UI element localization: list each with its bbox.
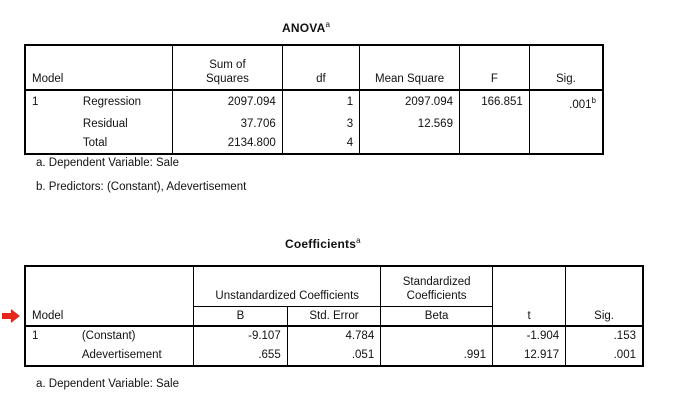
table-row: Adevertisement .655 .051 .991 12.917 .001 [25, 346, 643, 366]
coefficients-note-a: a. Dependent Variable: Sale [36, 378, 179, 390]
anova-table [24, 44, 604, 155]
anova-header-sig: Sig. [529, 45, 603, 90]
anova-title-sup: a [325, 20, 331, 29]
coefficients-header-t: t [493, 266, 566, 326]
coefficients-header-b: B [194, 307, 288, 327]
table-row: Total 2134.800 4 [25, 134, 603, 154]
anova-title [282, 20, 330, 35]
arrow-right-icon [2, 309, 20, 323]
coefficients-table [24, 265, 644, 367]
anova-note-a: a. Dependent Variable: Sale [36, 157, 179, 169]
anova-header-ss: Sum of Squares [173, 45, 283, 90]
anova-note-b: b. Predictors: (Constant), Adevertisement [36, 181, 247, 193]
coefficients-header-model: Model [32, 310, 64, 322]
anova-header-row [25, 45, 603, 90]
coefficients-title-sup: a [356, 236, 361, 245]
anova-sig-cell: .001$^b$ [529, 90, 603, 115]
anova-header-df: df [282, 45, 359, 90]
coefficients-header-row [25, 266, 643, 307]
coefficients-title [285, 236, 361, 251]
table-row: Residual 37.706 3 12.569 [25, 115, 603, 134]
anova-header-ms: Mean Square [360, 45, 460, 90]
coefficients-header-unstandardized: Unstandardized Coefficients [194, 266, 381, 307]
anova-title-text: ANOVA [282, 21, 326, 35]
table-row: 1 Regression 2097.094 1 2097.094 166.851 .001$^b$ [25, 90, 603, 115]
anova-header-model: Model [32, 73, 64, 85]
anova-header-f: F [459, 45, 529, 90]
coefficients-header-standardized: Standardized Coefficients [381, 266, 493, 307]
table-row: 1 (Constant) -9.107 4.784 -1.904 .153 [25, 326, 643, 346]
coefficients-header-beta: Beta [381, 307, 493, 327]
coefficients-header-sig: Sig. [566, 266, 643, 326]
coefficients-header-se: Std. Error [287, 307, 381, 327]
coefficients-title-text: Coefficients [285, 237, 357, 251]
